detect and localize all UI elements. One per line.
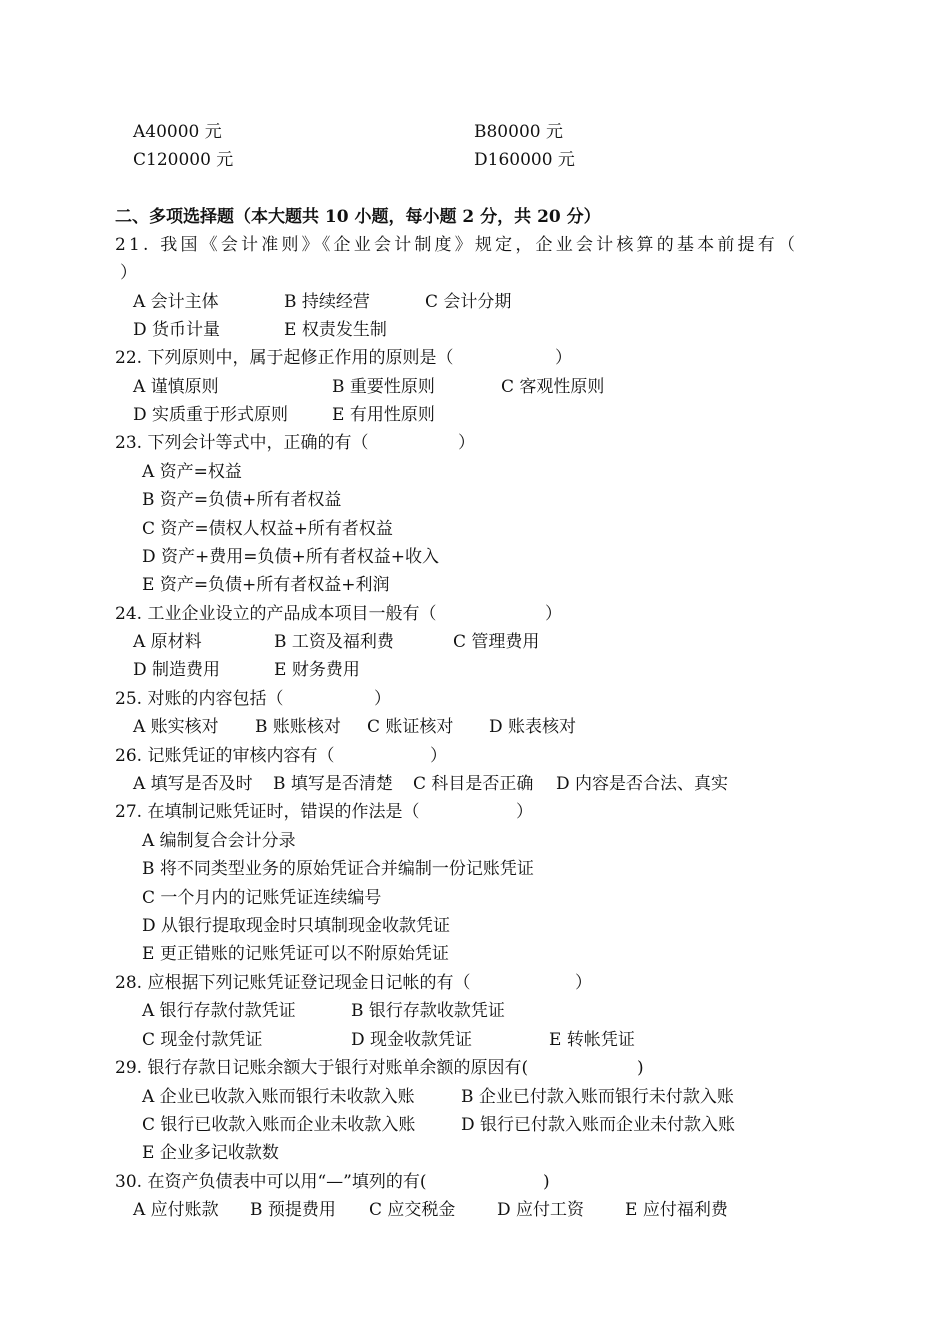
question-26-stem: 26. 记账凭证的审核内容有（	[115, 746, 335, 766]
q22-option-a: A 谨慎原则	[133, 377, 219, 397]
question-28-paren: ）	[575, 973, 592, 993]
option-c: C120000 元	[133, 150, 234, 170]
q22-option-c: C 客观性原则	[501, 377, 605, 397]
q21-option-c: C 会计分期	[425, 292, 512, 312]
q24-option-a: A 原材料	[133, 632, 202, 652]
q25-option-a: A 账实核对	[133, 717, 219, 737]
q22-option-d: D 实质重于形式原则	[133, 405, 289, 425]
q26-option-a: A 填写是否及时	[133, 774, 253, 794]
q24-option-e: E 财务费用	[274, 660, 360, 680]
q29-option-b: B 企业已付款入账而银行未付款入账	[461, 1087, 734, 1107]
question-28-stem: 28. 应根据下列记账凭证登记现金日记帐的有（	[115, 973, 471, 993]
option-d: D160000 元	[474, 150, 575, 170]
q23-option-a: A 资产=权益	[142, 462, 242, 482]
q27-option-a: A 编制复合会计分录	[142, 831, 296, 851]
q26-option-b: B 填写是否清楚	[273, 774, 393, 794]
question-21-stem: 21. 我国《会计准则》《企业会计制度》规定，企业会计核算的基本前提有（	[115, 235, 799, 255]
q26-option-c: C 科目是否正确	[413, 774, 534, 794]
q25-option-d: D 账表核对	[489, 717, 577, 737]
question-30-paren: )	[543, 1172, 550, 1192]
question-21-stem-end: ）	[120, 263, 137, 283]
q28-option-d: D 现金收款凭证	[351, 1030, 473, 1050]
q23-option-d: D 资产+费用=负债+所有者权益+收入	[142, 547, 440, 567]
question-22-paren: ）	[555, 348, 572, 368]
q23-option-c: C 资产=债权人权益+所有者权益	[142, 519, 393, 539]
q24-option-b: B 工资及福利费	[274, 632, 394, 652]
question-24-paren: ）	[545, 604, 562, 624]
q21-option-d: D 货币计量	[133, 320, 221, 340]
q24-option-c: C 管理费用	[453, 632, 540, 652]
q22-option-e: E 有用性原则	[332, 405, 435, 425]
q21-option-a: A 会计主体	[133, 292, 219, 312]
q24-option-d: D 制造费用	[133, 660, 221, 680]
question-30-stem: 30. 在资产负债表中可以用“—”填列的有(	[115, 1172, 427, 1192]
question-23-stem: 23. 下列会计等式中，正确的有（	[115, 433, 369, 453]
q30-option-d: D 应付工资	[497, 1200, 585, 1220]
q28-option-a: A 银行存款付款凭证	[142, 1001, 296, 1021]
q28-option-b: B 银行存款收款凭证	[351, 1001, 505, 1021]
q23-option-b: B 资产=负债+所有者权益	[142, 490, 342, 510]
q27-option-b: B 将不同类型业务的原始凭证合并编制一份记账凭证	[142, 859, 534, 879]
q23-option-e: E 资产=负债+所有者权益+利润	[142, 575, 390, 595]
q27-option-d: D 从银行提取现金时只填制现金收款凭证	[142, 916, 451, 936]
question-29-stem: 29. 银行存款日记账余额大于银行对账单余额的原因有(	[115, 1058, 529, 1078]
q27-option-e: E 更正错账的记账凭证可以不附原始凭证	[142, 944, 449, 964]
q29-option-d: D 银行已付款入账而企业未付款入账	[461, 1115, 736, 1135]
q30-option-e: E 应付福利费	[625, 1200, 728, 1220]
q25-option-c: C 账证核对	[367, 717, 454, 737]
question-26-paren: ）	[430, 746, 447, 766]
q30-option-a: A 应付账款	[133, 1200, 219, 1220]
option-b: B80000 元	[474, 122, 563, 142]
question-29-paren: )	[637, 1058, 644, 1078]
question-22-stem: 22. 下列原则中，属于起修正作用的原则是（	[115, 348, 454, 368]
q21-option-e: E 权责发生制	[284, 320, 387, 340]
q29-option-c: C 银行已收款入账而企业未收款入账	[142, 1115, 416, 1135]
question-24-stem: 24. 工业企业设立的产品成本项目一般有（	[115, 604, 437, 624]
option-a: A40000 元	[133, 122, 222, 142]
q25-option-b: B 账账核对	[255, 717, 341, 737]
question-25-stem: 25. 对账的内容包括（	[115, 689, 284, 709]
question-27-stem: 27. 在填制记账凭证时，错误的作法是（	[115, 802, 420, 822]
q28-option-e: E 转帐凭证	[549, 1030, 635, 1050]
q28-option-c: C 现金付款凭证	[142, 1030, 263, 1050]
q29-option-a: A 企业已收款入账而银行未收款入账	[142, 1087, 415, 1107]
q30-option-b: B 预提费用	[250, 1200, 336, 1220]
section-title: 二、多项选择题（本大题共 10 小题，每小题 2 分，共 20 分）	[115, 207, 601, 227]
question-23-paren: ）	[458, 433, 475, 453]
q30-option-c: C 应交税金	[369, 1200, 456, 1220]
q26-option-d: D 内容是否合法、真实	[556, 774, 729, 794]
q22-option-b: B 重要性原则	[332, 377, 435, 397]
q27-option-c: C 一个月内的记账凭证连续编号	[142, 888, 382, 908]
question-27-paren: ）	[516, 802, 533, 822]
question-25-paren: ）	[374, 689, 391, 709]
q29-option-e: E 企业多记收款数	[142, 1143, 279, 1163]
q21-option-b: B 持续经营	[284, 292, 370, 312]
